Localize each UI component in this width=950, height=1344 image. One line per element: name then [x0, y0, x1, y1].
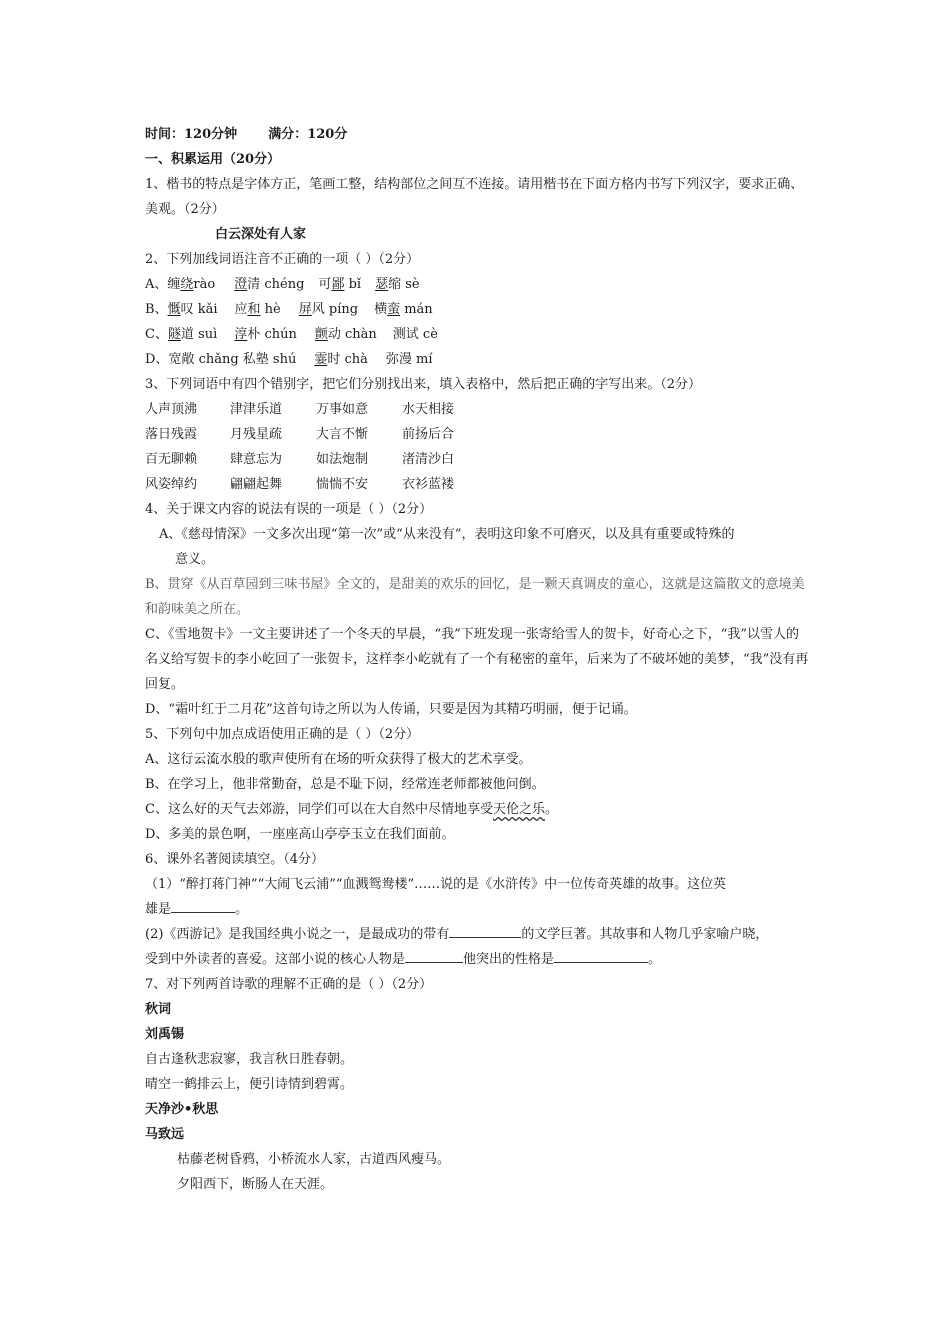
question-6-part-2-cont — [145, 947, 810, 972]
question-5-option-c — [145, 797, 810, 822]
answer-blank[interactable] — [554, 948, 648, 963]
question-4-option-c: C、《雪地贺卡》一文主要讲述了一个冬天的早晨，“我”下班发现一张寄给雪人的贺卡，好奇心之下，“我”以雪人的名义给写贺卡的李小屹回了一张贺卡，这样李小屹就有了一个有秘密的童年，后来为了不破坏她的美梦，“我”没有再回复。 — [145, 627, 809, 692]
section-title: 一、积累运用（20分） — [145, 152, 281, 167]
question-5-stem: 5、下列句中加点成语使用正确的是（ ）（2分） — [145, 727, 420, 742]
question-7-stem: 7、对下列两首诗歌的理解不正确的是（ ）（2分） — [145, 977, 433, 992]
option-text: A、这 — [145, 752, 181, 767]
blank-suffix: 。 — [235, 902, 249, 917]
option-label: A、 — [145, 277, 168, 292]
question-2-option — [145, 322, 810, 347]
question-4-option-b: B、贯穿《从百草园到三味书屋》全文的，是甜美的欢乐的回忆，是一颗天真调皮的童心，这就是这篇散文的意境美和韵味美之所在。 — [145, 577, 805, 617]
word-cell: 风姿绰约 — [145, 477, 198, 492]
word-cell: 渚清沙白 — [402, 452, 455, 467]
word-cell: 惴惴不安 — [316, 477, 369, 492]
dotted-idiom: 亭亭玉立 — [324, 827, 377, 842]
word-row — [145, 422, 810, 447]
option-text: B、在学习上，他非常勤奋，总是 — [145, 777, 337, 792]
option-word: 弥漫 mí — [385, 352, 433, 367]
blank-suffix: 。 — [648, 952, 662, 967]
question-6-part-2 — [145, 922, 810, 947]
option-word: 测试 cè — [392, 327, 438, 342]
word-cell: 如法炮制 — [316, 452, 369, 467]
question-6-stem: 6、课外名著阅读填空。（4分） — [145, 852, 325, 867]
option-text: C、这么好的天气去郊游，同学们可以在大自然中尽情地享受 — [145, 802, 493, 817]
option-word: 慨叹 kǎi — [167, 302, 218, 317]
word-cell: 肆意忘为 — [230, 452, 283, 467]
question-1: 1、楷书的特点是字体方正，笔画工整，结构部位之间互不连接。请用楷书在下面方格内书写下列汉字，要求正确、美观。（2分） — [145, 177, 804, 217]
word-cell: 月残星疏 — [230, 427, 283, 442]
time-limit: 时间：120分钟 — [145, 127, 238, 142]
poem-2-title: 天净沙•秋思 — [145, 1102, 219, 1117]
option-word: 霎时 chà — [314, 352, 368, 367]
exam-header — [145, 122, 810, 147]
option-word: 淳朴 chún — [234, 327, 297, 342]
exam-page — [145, 122, 810, 1197]
option-text: ，经常连老师都被他问倒。 — [388, 777, 545, 792]
question-2-option — [145, 297, 810, 322]
blank-prefix: 他突出的性格是 — [463, 952, 555, 967]
option-word: 可鄙 bǐ — [318, 277, 362, 292]
poem-1-title: 秋词 — [145, 1002, 172, 1017]
blank-prefix: (2)《西游记》是我国经典小说之一，是最成功的带有 — [145, 927, 450, 942]
word-cell: 翩翩起舞 — [230, 477, 283, 492]
option-word: 隧道 suì — [167, 327, 218, 342]
option-text: 在我们面前。 — [376, 827, 455, 842]
question-3-stem: 3、下列词语中有四个错别字，把它们分别找出来，填入表格中，然后把正确的字写出来。（2分） — [145, 377, 702, 392]
word-cell: 万事如意 — [316, 402, 369, 417]
word-row — [145, 447, 810, 472]
word-cell: 落日残霞 — [145, 427, 198, 442]
full-score: 满分：120分 — [268, 127, 348, 142]
question-2-option — [145, 347, 810, 372]
poem-2-author: 马致远 — [145, 1127, 185, 1142]
option-word: 应和 hè — [234, 302, 281, 317]
word-cell: 水天相接 — [402, 402, 455, 417]
poem-1-line: 晴空一鹤排云上，便引诗情到碧霄。 — [145, 1077, 354, 1092]
option-text: 般的歌声使所有在场的听众获得了极大的艺术享受。 — [232, 752, 532, 767]
option-label: B、 — [145, 302, 168, 317]
word-row — [145, 397, 810, 422]
dotted-idiom: 不耻下问 — [336, 777, 389, 792]
word-cell: 衣衫蓝褛 — [402, 477, 455, 492]
option-word: 横蛮 mán — [374, 302, 433, 317]
answer-blank[interactable] — [449, 923, 521, 938]
word-row — [145, 472, 810, 497]
question-2-option — [145, 272, 810, 297]
dotted-idiom: 行云流水 — [180, 752, 233, 767]
question-6-part-1: （1）“醉打蒋门神”“大闹飞云浦”“血溅鸳鸯楼”……说的是《水浒传》中一位传奇英雄的故事。这位英 — [145, 877, 727, 892]
calligraphy-phrase: 白云深处有人家 — [215, 227, 307, 242]
option-word: 缠绕rào — [167, 277, 216, 292]
poem-1-author: 刘禹锡 — [145, 1027, 185, 1042]
blank-suffix: 的文学巨著。其故事和人物几乎家喻户晓， — [521, 927, 769, 942]
question-4-option-d: D、“霜叶红于二月花”这首句诗之所以为人传诵，只要是因为其精巧明丽，便于记诵。 — [145, 702, 637, 717]
question-4-option-a-cont: 意义。 — [175, 552, 215, 567]
word-cell: 百无聊赖 — [145, 452, 198, 467]
poem-1-line: 自古逢秋悲寂寥，我言秋日胜春朝。 — [145, 1052, 354, 1067]
option-text: D、多美的景色啊，一座座高山 — [145, 827, 325, 842]
option-word: 颤动 chàn — [314, 327, 377, 342]
dotted-idiom: 天伦之乐 — [492, 802, 545, 817]
question-5-option-d — [145, 822, 810, 847]
word-cell: 前扬后合 — [402, 427, 455, 442]
question-5-option-a — [145, 747, 810, 772]
answer-blank[interactable] — [171, 898, 235, 913]
word-cell: 大言不惭 — [316, 427, 369, 442]
option-text: 。 — [544, 802, 558, 817]
option-word: 澄清 chéng — [234, 277, 305, 292]
poem-2-line: 夕阳西下，断肠人在天涯。 — [177, 1177, 334, 1192]
question-6-part-1-cont — [145, 897, 810, 922]
question-3-word-table — [145, 397, 810, 497]
question-5-option-b — [145, 772, 810, 797]
question-4-stem: 4、关于课文内容的说法有误的一项是（ ）（2分） — [145, 502, 433, 517]
blank-prefix: 受到中外读者的喜爱。这部小说的核心人物是 — [145, 952, 406, 967]
answer-blank[interactable] — [405, 948, 463, 963]
question-2-stem: 2、下列加线词语注音不正确的一项（ ）（2分） — [145, 252, 420, 267]
option-word: 屏风 píng — [298, 302, 359, 317]
question-4-option-a: A、《慈母情深》一文多次出现“第一次”或“从来没有”，表明这印象不可磨灭，以及具有重要或特殊的 — [159, 527, 735, 542]
option-word: 宽敞 chǎng 私塾 shú — [168, 352, 297, 367]
word-cell: 人声顶沸 — [145, 402, 198, 417]
blank-prefix: 雄是 — [145, 902, 172, 917]
option-label: C、 — [145, 327, 168, 342]
question-2-options — [145, 272, 810, 372]
poem-2-line: 枯藤老树昏鸦，小桥流水人家，古道西风瘦马。 — [177, 1152, 451, 1167]
word-cell: 津津乐道 — [230, 402, 283, 417]
option-word: 瑟缩 sè — [375, 277, 420, 292]
option-label: D、 — [145, 352, 169, 367]
